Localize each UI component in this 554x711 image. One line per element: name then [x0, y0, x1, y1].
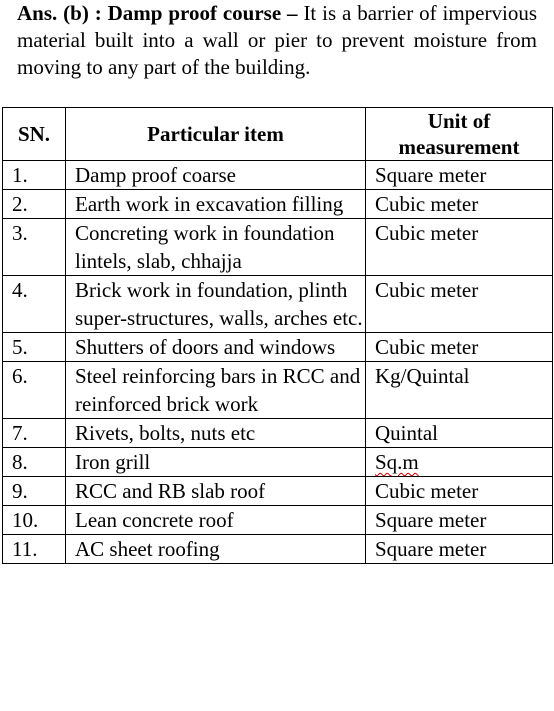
row-item: RCC and RB slab roof — [66, 477, 366, 506]
answer-paragraph — [17, 0, 537, 81]
row-sn: 2. — [3, 190, 66, 219]
table-row — [3, 161, 553, 190]
row-item: Lean concrete roof — [66, 506, 366, 535]
table-row — [3, 448, 553, 477]
units-table — [2, 107, 553, 564]
table-row — [3, 219, 553, 276]
row-unit-text: Sq.m — [375, 450, 419, 474]
header-unit — [366, 108, 553, 161]
table-row — [3, 190, 553, 219]
row-unit: Cubic meter — [366, 276, 553, 333]
row-sn: 9. — [3, 477, 66, 506]
table-header-row — [3, 108, 553, 161]
row-item: Shutters of doors and windows — [66, 333, 366, 362]
row-item: Rivets, bolts, nuts etc — [66, 419, 366, 448]
header-unit-line1: Unit of — [427, 109, 491, 133]
row-unit: Quintal — [366, 419, 553, 448]
row-sn: 3. — [3, 219, 66, 276]
row-item: Brick work in foundation, plinth super-structures, walls, arches etc. — [66, 276, 366, 333]
row-sn: 11. — [3, 535, 66, 564]
row-sn: 7. — [3, 419, 66, 448]
answer-text: It is a barrier of impervious material built into a wall or pier to prevent moisture from moving to any part of the building. — [17, 1, 537, 79]
row-sn: 6. — [3, 362, 66, 419]
row-unit: Square meter — [366, 161, 553, 190]
row-item: AC sheet roofing — [66, 535, 366, 564]
row-unit: Cubic meter — [366, 190, 553, 219]
row-item: Iron grill — [66, 448, 366, 477]
row-unit: Square meter — [366, 506, 553, 535]
row-item: Damp proof coarse — [66, 161, 366, 190]
row-sn: 5. — [3, 333, 66, 362]
table-row — [3, 477, 553, 506]
table-row — [3, 535, 553, 564]
row-unit: Kg/Quintal — [366, 362, 553, 419]
row-unit — [366, 448, 553, 477]
answer-label: Ans. (b) : Damp proof course – — [17, 1, 298, 25]
table-row — [3, 419, 553, 448]
row-item: Concreting work in foundation lintels, slab, chhajja — [66, 219, 366, 276]
row-unit: Cubic meter — [366, 333, 553, 362]
header-item: Particular item — [66, 108, 366, 161]
row-sn: 4. — [3, 276, 66, 333]
table-row — [3, 506, 553, 535]
row-unit: Cubic meter — [366, 477, 553, 506]
row-unit: Square meter — [366, 535, 553, 564]
table-row — [3, 276, 553, 333]
row-sn: 10. — [3, 506, 66, 535]
units-table-container — [2, 107, 552, 564]
row-item: Steel reinforcing bars in RCC and reinforced brick work — [66, 362, 366, 419]
table-row — [3, 362, 553, 419]
row-unit: Cubic meter — [366, 219, 553, 276]
table-row — [3, 333, 553, 362]
row-sn: 8. — [3, 448, 66, 477]
row-sn: 1. — [3, 161, 66, 190]
header-unit-line2: measurement — [398, 135, 520, 159]
header-sn: SN. — [3, 108, 66, 161]
row-item: Earth work in excavation filling — [66, 190, 366, 219]
